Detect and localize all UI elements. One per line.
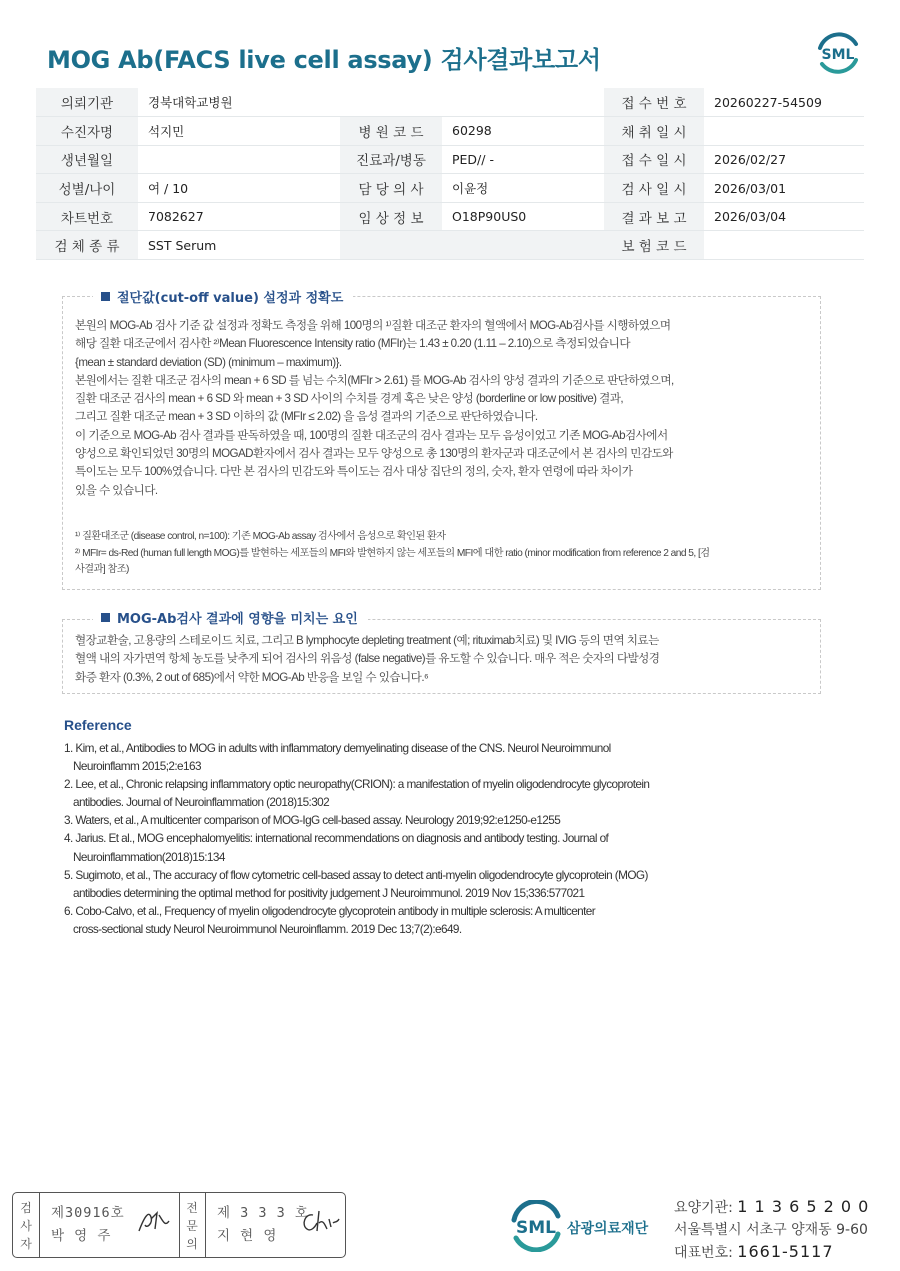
table-row — [36, 145, 864, 174]
footer-logo-text: SML — [516, 1218, 556, 1238]
sex-age-label: 성별/나이 — [36, 174, 138, 203]
receipt-date-label: 접 수 일 시 — [604, 145, 704, 174]
reference-line: 5. Sugimoto, et al., The accuracy of flow cytometric cell-based assay to detect anti-myelin oligodendrocyte glycoprotein (MOG) — [64, 867, 648, 882]
text-line: 본원에서는 질환 대조군 검사의 mean + 6 SD 를 넘는 수치(MFIr > 2.61) 를 MOG-Ab 검사의 양성 결과의 기준으로 판단하였으며, — [75, 373, 674, 387]
examiner-label: 검 사 자 — [20, 1201, 32, 1251]
phone — [674, 1241, 869, 1264]
collect-date-value — [704, 117, 864, 146]
test-date-value: 2026/03/01 — [704, 174, 864, 203]
reference-line: 2. Lee, et al., Chronic relapsing inflammatory optic neuropathy(CRION): a manifestation of myelin oligodendrocyte glycoprotein — [64, 777, 650, 792]
chart-no-label: 차트번호 — [36, 202, 138, 231]
care-number: 1 1 3 6 5 2 0 0 — [737, 1197, 870, 1216]
cutoff-section-title — [93, 287, 353, 306]
dept-label: 진료과/병동 — [340, 145, 442, 174]
care-institution — [674, 1196, 869, 1219]
table-row — [36, 88, 864, 117]
sml-footer-logo-icon — [508, 1200, 564, 1252]
doctor-label: 담 당 의 사 — [340, 174, 442, 203]
clinical-value: O18P90US0 — [442, 202, 604, 231]
patient-value: 석지민 — [138, 117, 340, 146]
address: 서울특별시 서초구 양재동 9-60 — [674, 1222, 868, 1238]
text-line: 본원의 MOG-Ab 검사 기준 값 설정과 정확도 측정을 위해 100명의 ¹⁾질환 대조군 환자의 혈액에서 MOG-Ab검사를 시행하였으며 — [75, 319, 671, 332]
specialist-signature-icon — [299, 1207, 341, 1237]
hospital-code-value: 60298 — [442, 117, 604, 146]
empty-cell — [442, 231, 604, 260]
sex-age-value: 여 / 10 — [138, 174, 340, 203]
text-line: 해당 질환 대조군에서 검사한 ²⁾Mean Fluorescence Intensity ratio (MFIr)는 1.43 ± 0.20 (1.11 – 2.10)으로 측정되었습니다 — [75, 337, 630, 351]
reference-line: Neuroinflammation(2018)15:134 — [73, 849, 225, 864]
examiner-number: 제30916호 — [51, 1205, 125, 1221]
institution-label: 의뢰기관 — [36, 88, 138, 117]
collect-date-label: 채 취 일 시 — [604, 117, 704, 146]
reference-list — [64, 739, 649, 938]
factors-paragraph — [75, 632, 659, 687]
footnote: ²⁾ MFIr= ds-Red (human full length MOG)를 발현하는 세포들의 MFI와 발현하지 않는 세포들의 MFI에 대한 ratio (minor modification from reference 2 and 5, [검 — [75, 547, 710, 559]
examiner-signature-icon — [135, 1207, 175, 1237]
table-row — [36, 174, 864, 203]
text-line: 그리고 질환 대조군 mean + 3 SD 이하의 값 (MFIr ≤ 2.02) 을 음성 결과의 기준으로 판단하였습니다. — [75, 410, 538, 424]
report-title: MOG Ab(FACS live cell assay) 검사결과보고서 — [47, 46, 601, 74]
receipt-no-label: 접 수 번 호 — [604, 88, 704, 117]
sml-logo-icon — [814, 30, 862, 76]
specialist-name: 지 현 영 — [217, 1228, 278, 1244]
dept-value: PED// - — [442, 145, 604, 174]
reference-line: 3. Waters, et al., A multicenter comparison of MOG-IgG cell-based assay. Neurology 2019;92:e1250-e1255 — [64, 813, 561, 828]
doctor-value: 이윤정 — [442, 174, 604, 203]
hospital-code-label: 병 원 코 드 — [340, 117, 442, 146]
reference-line: 4. Jarius. Et al., MOG encephalomyelitis: international recommendations on diagnosis and antibody testing. Journal of — [64, 831, 609, 846]
reference-line: Neuroinflamm 2015;2:e163 — [73, 759, 201, 774]
report-date-label: 결 과 보 고 — [604, 202, 704, 231]
text-line: 혈액 내의 자가면역 항체 농도를 낮추게 되어 검사의 위음성 (false negative)를 유도할 수 있습니다. 매우 적은 숫자의 다발성경 — [75, 652, 660, 666]
examiner-name: 박 영 주 — [51, 1228, 112, 1244]
reference-line: cross-sectional study Neurol Neuroimmunol Neuroinflamm. 2019 Dec 13;7(2):e649. — [73, 921, 462, 936]
empty-cell — [340, 231, 442, 260]
clinical-label: 임 상 정 보 — [340, 202, 442, 231]
logo-text: SML — [821, 47, 855, 63]
org-info — [674, 1196, 869, 1264]
reference-line: 1. Kim, et al., Antibodies to MOG in adults with inflammatory demyelinating disease of the CNS. Neurol Neuroimmunol — [64, 741, 611, 755]
phone-label: 대표번호: — [674, 1245, 733, 1261]
cutoff-footnotes — [75, 529, 710, 579]
insurance-label: 보 험 코 드 — [604, 231, 704, 260]
chart-no-value: 7082627 — [138, 202, 340, 231]
table-row — [36, 117, 864, 146]
care-label: 요양기관: — [674, 1200, 733, 1216]
text-line: 이 기준으로 MOG-Ab 검사 결과를 판독하였을 때, 100명의 질환 대조군의 검사 결과는 모두 음성이었고 기존 MOG-Ab검사에서 — [75, 428, 668, 442]
footnote: 사결과] 참조) — [75, 564, 129, 575]
text-line: {mean ± standard deviation (SD) (minimum – maximum)}. — [75, 355, 342, 369]
divider — [205, 1193, 206, 1257]
text-line: 화증 환자 (0.3%, 2 out of 685)에서 약한 MOG-Ab 반응을 보일 수 있습니다.⁶ — [75, 670, 429, 684]
signature-box — [12, 1192, 346, 1258]
text-line: 양성으로 확인되었던 30명의 MOGAD환자에서 검사 결과는 모두 양성으로 총 130명의 환자군과 대조군에서 본 검사의 민감도와 — [75, 447, 673, 461]
patient-label: 수진자명 — [36, 117, 138, 146]
org-name: 삼광의료재단 — [567, 1221, 649, 1237]
receipt-date-value: 2026/02/27 — [704, 145, 864, 174]
dob-label: 생년월일 — [36, 145, 138, 174]
reference-title: Reference — [64, 717, 132, 733]
specimen-label: 검 체 종 류 — [36, 231, 138, 260]
text-line: 혈장교환술, 고용량의 스테로이드 치료, 그리고 B lymphocyte depleting treatment (예; rituximab치료) 및 IVIG 등의 면역 치료는 — [75, 634, 659, 647]
factors-section-title — [93, 608, 368, 627]
cutoff-paragraph — [75, 317, 674, 500]
text-line: 있을 수 있습니다. — [75, 483, 158, 497]
specimen-value: SST Serum — [138, 231, 340, 260]
institution-value: 경북대학교병원 — [138, 88, 604, 117]
text-line: 질환 대조군 검사의 mean + 6 SD 와 mean + 3 SD 사이의 수치를 경계 혹은 낮은 양성 (borderline or low positive) 결과, — [75, 392, 624, 406]
table-row — [36, 202, 864, 231]
insurance-value — [704, 231, 864, 260]
reference-line: antibodies determining the optimal method for positivity judgement J Neuroimmunol. 2019 Nov 15;336:577021 — [73, 885, 585, 900]
reference-line: 6. Cobo-Calvo, et al., Frequency of myelin oligodendrocyte glycoprotein antibody in multiple sclerosis: A multicenter — [64, 903, 596, 918]
cutoff-title-text: 절단값(cut-off value) 설정과 정확도 — [117, 291, 344, 306]
specialist-label: 전 문 의 — [186, 1201, 198, 1251]
factors-title-text: MOG-Ab검사 결과에 영향을 미치는 요인 — [117, 612, 358, 627]
patient-info-table — [36, 88, 864, 260]
test-date-label: 검 사 일 시 — [604, 174, 704, 203]
square-bullet-icon — [101, 292, 110, 301]
phone-number: 1661-5117 — [737, 1242, 834, 1261]
square-bullet-icon — [101, 613, 110, 622]
reference-line: antibodies. Journal of Neuroinflammation (2018)15:302 — [73, 795, 330, 810]
footnote: ¹⁾ 질환대조군 (disease control, n=100): 기존 MOG-Ab assay 검사에서 음성으로 확인된 환자 — [75, 531, 446, 542]
dob-value — [138, 145, 340, 174]
text-line: 특이도는 모두 100%였습니다. 다만 본 검사의 민감도와 특이도는 검사 대상 집단의 정의, 숫자, 환자 연령에 따라 차이가 — [75, 465, 633, 479]
receipt-no-value: 20260227-54509 — [704, 88, 864, 117]
divider — [39, 1193, 40, 1257]
table-row — [36, 231, 864, 260]
specialist-number: 제 3 3 3 호 — [217, 1205, 309, 1221]
report-date-value: 2026/03/04 — [704, 202, 864, 231]
